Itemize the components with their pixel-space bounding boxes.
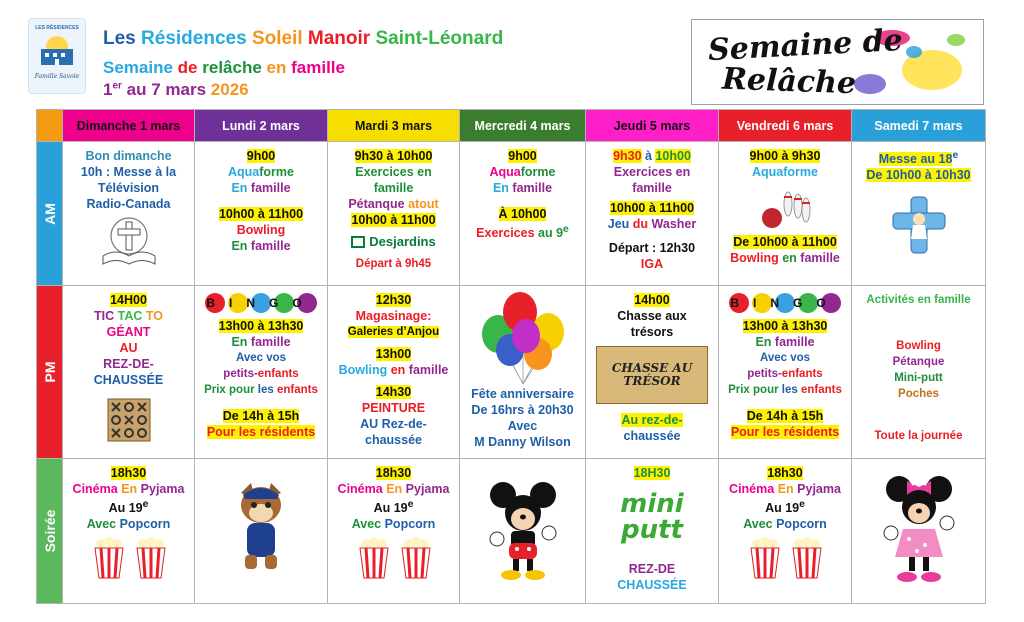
- cell-text: Fête anniversaire: [471, 387, 574, 401]
- cell-text: Magasinage:: [355, 309, 432, 323]
- time-label: De 14h à 15h: [222, 409, 300, 423]
- building-icon: [35, 33, 79, 71]
- time-label: 9h30: [613, 149, 642, 163]
- cell-text: du: [632, 217, 649, 231]
- cell-text: TIC: [93, 309, 115, 323]
- desjardins-icon: [351, 236, 365, 248]
- cell-text: Départ : 12h30: [608, 241, 696, 255]
- paw-patrol-chase-icon: [231, 479, 291, 575]
- cell-text: Cinéma: [72, 482, 118, 496]
- cell-text: famille: [250, 181, 291, 195]
- cell-am-friday: [719, 142, 852, 286]
- cell-text: Pour les résidents: [730, 425, 840, 439]
- banner-line-2: Relâche: [721, 61, 857, 102]
- balloons-icon: [468, 286, 578, 386]
- time-label: 13h00: [375, 347, 412, 361]
- cell-text: CHAUSSÉE: [93, 373, 164, 387]
- cell-text: Avec: [507, 419, 538, 433]
- cell-text: Cinéma: [337, 482, 383, 496]
- cell-text: Prix pour: [728, 384, 779, 396]
- cell-text: enfants: [800, 384, 842, 396]
- time-label: 9h00: [246, 149, 276, 163]
- popcorn-icon: [354, 536, 434, 580]
- day-header-wednesday: Mercredi 4 mars: [460, 110, 586, 142]
- am-row: [37, 142, 986, 286]
- time-label: 14h30: [375, 385, 412, 399]
- cell-text: REZ-DE-: [103, 357, 154, 371]
- angel-cross-icon: [891, 195, 947, 255]
- day-header-sunday: Dimanche 1 mars: [63, 110, 195, 142]
- page-header: [103, 28, 503, 100]
- cell-text: les: [257, 384, 274, 396]
- cell-text: M Danny Wilson: [474, 435, 571, 449]
- cell-text: En: [121, 482, 138, 496]
- cell-text: Avec: [743, 517, 773, 532]
- cell-text: PEINTURE: [361, 401, 426, 415]
- cell-text: TO: [145, 309, 163, 323]
- cell-text: Messe au 18: [878, 152, 953, 167]
- time-label: 14h00: [634, 293, 670, 307]
- tic-tac-toe-icon: [107, 398, 151, 442]
- cell-text: Washer: [651, 217, 697, 231]
- cell-text: Avec: [351, 517, 382, 532]
- time-label: 10h00 à 11h00: [218, 207, 304, 221]
- cell-am-tuesday: [328, 142, 460, 286]
- day-header-saturday: Samedi 7 mars: [852, 110, 986, 142]
- day-header-monday: Lundi 2 mars: [195, 110, 328, 142]
- cell-text: Au 19: [765, 501, 800, 516]
- row-label-pm: [37, 286, 63, 459]
- cell-text: Bowling: [730, 251, 779, 265]
- cell-am-wednesday: [460, 142, 586, 286]
- bowling-pins-icon: [758, 184, 812, 230]
- cell-text: Pétanque: [892, 356, 945, 368]
- cell-text: En: [231, 239, 248, 253]
- cell-text: Avec: [86, 517, 117, 532]
- time-label: De 10h00 à 10h30: [866, 168, 971, 183]
- title-word: Soleil: [251, 28, 303, 49]
- soiree-row: [37, 459, 986, 604]
- cell-text: En: [231, 181, 248, 195]
- time-label: 9h00: [508, 149, 537, 163]
- cell-text: famille: [250, 239, 291, 253]
- time-label: 12h30: [375, 293, 412, 307]
- cell-pm-thursday: [586, 286, 719, 459]
- time-label: 18h30: [375, 466, 412, 480]
- subtitle-word: Semaine: [103, 58, 173, 77]
- popcorn-icon: [89, 536, 169, 580]
- cell-text: en: [390, 363, 406, 377]
- cell-soiree-thursday: [586, 459, 719, 604]
- cell-text: Cinéma: [729, 482, 775, 496]
- cell-text: e: [952, 150, 959, 161]
- cell-text: famille: [774, 335, 815, 349]
- dates-sup: er: [112, 80, 122, 92]
- title-word: Manoir: [307, 28, 371, 49]
- time-label: 10h00: [655, 149, 691, 163]
- cell-text: Jeu: [607, 217, 630, 231]
- row-label-soiree-text: Soirée: [41, 509, 58, 553]
- day-header-tuesday: Mardi 3 mars: [328, 110, 460, 142]
- sponsor-name: Desjardins: [369, 234, 436, 249]
- row-label-am-text: AM: [41, 202, 58, 225]
- cell-text: à: [645, 149, 652, 163]
- subtitle-word: famille: [291, 58, 345, 77]
- cell-text: 10h : Messe à la: [80, 165, 177, 179]
- logo-top-text: LES RÉSIDENCES: [35, 25, 79, 31]
- weekly-calendar: [36, 109, 986, 604]
- cell-text: enfants: [781, 368, 823, 380]
- time-label: De 10h00 à 11h00: [733, 235, 837, 249]
- cell-text: Chasse aux: [617, 309, 687, 323]
- cell-text: Au 19: [373, 501, 408, 516]
- cell-text: Bon dimanche: [85, 149, 172, 163]
- bingo-text: BINGO: [206, 296, 316, 310]
- cell-text: En: [777, 482, 794, 496]
- cell-text: famille: [632, 181, 672, 195]
- cell-pm-monday: [195, 286, 328, 459]
- cell-text: En: [755, 335, 772, 349]
- page-dates: [103, 80, 503, 100]
- cell-text: Avec vos: [235, 352, 287, 364]
- time-label: 13h00 à 13h30: [218, 319, 304, 333]
- cell-text: famille: [373, 181, 414, 195]
- cell-text: Pétanque: [348, 197, 405, 211]
- dates-mid: au 7 mars: [126, 80, 207, 99]
- time-label: 9h00 à 9h30: [749, 149, 821, 163]
- cell-text: IGA: [640, 257, 664, 271]
- time-label: 18h30: [767, 466, 803, 480]
- cell-text: En: [386, 482, 403, 496]
- row-label-pm-text: PM: [41, 361, 58, 383]
- cross-bible-icon: [99, 216, 159, 266]
- cell-text: Exercices en: [613, 165, 691, 179]
- cell-text: au 9: [538, 226, 564, 241]
- cell-text: chaussée: [365, 433, 422, 447]
- time-label: 18h30: [110, 466, 147, 480]
- cell-text: Au rez-de-: [621, 413, 683, 427]
- cell-text: Aqua: [228, 165, 260, 179]
- cell-soiree-sunday: [63, 459, 195, 604]
- time-label: 10h00 à 11h00: [609, 201, 695, 215]
- cell-text: Popcorn: [776, 517, 827, 532]
- cell-text: Toute la journée: [874, 430, 963, 442]
- cell-text: atout: [408, 197, 439, 211]
- bingo-balls-icon: [201, 292, 321, 314]
- cell-text: En: [231, 335, 248, 349]
- dates-year: 2026: [210, 80, 249, 99]
- time-label: 10h00 à 11h00: [351, 213, 436, 227]
- cell-am-saturday: [852, 142, 986, 286]
- mickey-mouse-icon: [485, 477, 561, 581]
- cell-text: REZ-DE: [628, 562, 676, 576]
- cell-text: AU: [119, 341, 138, 355]
- dates-start: 1: [103, 80, 113, 99]
- cell-text: Mini-putt: [894, 372, 943, 384]
- cell-text: famille: [250, 335, 291, 349]
- cell-text: Aquaforme: [752, 165, 818, 179]
- minnie-mouse-icon: [879, 473, 959, 585]
- page-subtitle: [103, 58, 503, 80]
- cell-text: Pyjama: [140, 482, 185, 496]
- cell-text: en: [782, 251, 797, 265]
- cell-text: AU Rez-de-: [360, 417, 427, 431]
- cell-text: Au 19: [108, 501, 143, 516]
- time-label: 18H30: [633, 466, 671, 480]
- cell-pm-sunday: [63, 286, 195, 459]
- cell-text: Pyjama: [797, 482, 841, 496]
- cell-text: TAC: [117, 309, 143, 323]
- popcorn-icon: [745, 536, 825, 580]
- cell-text: forme: [259, 165, 294, 179]
- cell-text: e: [799, 499, 805, 510]
- cell-pm-saturday: [852, 286, 986, 459]
- mini-putt-logo: mini putt: [620, 489, 684, 545]
- cell-text: Aqua: [489, 165, 521, 179]
- subtitle-word: en: [266, 58, 287, 77]
- cell-text: En: [492, 181, 509, 195]
- cell-text: De 16hrs à 20h30: [471, 403, 574, 417]
- time-label: De 14h à 15h: [746, 409, 824, 423]
- cell-text: Prix pour: [204, 384, 255, 396]
- cell-text: Bowling: [338, 363, 388, 377]
- cell-text: Télévision: [97, 181, 160, 195]
- banner-line-1: Semaine de: [707, 22, 904, 69]
- desjardins-logo: [328, 234, 459, 250]
- cell-text: trésors: [630, 325, 674, 339]
- cell-text: famille: [408, 363, 449, 377]
- cell-text: e: [563, 224, 569, 235]
- cell-soiree-monday: [195, 459, 328, 604]
- logo-bottom-text: Famille Savoie: [34, 73, 80, 80]
- cell-text: Activités en famille: [866, 294, 971, 306]
- cell-text: famille: [512, 181, 553, 195]
- row-label-am: [37, 142, 63, 286]
- cell-text: e: [407, 499, 414, 510]
- cell-text: Bowling: [896, 340, 941, 352]
- cell-text: Pyjama: [405, 482, 450, 496]
- cell-text: CHAUSSÉE: [617, 578, 687, 592]
- day-header-thursday: Jeudi 5 mars: [586, 110, 719, 142]
- cell-text: Pour les résidents: [206, 425, 316, 439]
- treasure-hunt-sign: CHASSE AU TRÉSOR: [596, 346, 708, 404]
- bingo-balls-icon: [725, 292, 845, 314]
- residence-logo: [28, 18, 86, 94]
- cell-am-thursday: [586, 142, 719, 286]
- cell-text: GÉANT: [106, 325, 151, 339]
- title-word: Résidences: [141, 28, 247, 49]
- title-word: Les: [103, 28, 136, 49]
- cell-text: Popcorn: [384, 517, 436, 532]
- cell-pm-wednesday: [460, 286, 586, 459]
- day-header-row: [37, 110, 986, 142]
- cell-text: petits-: [747, 368, 782, 380]
- time-label: 13h00 à 13h30: [742, 319, 828, 333]
- cell-text: Exercices: [476, 226, 535, 241]
- page-title: [103, 28, 503, 58]
- cell-text: enfants: [257, 368, 299, 380]
- cell-soiree-tuesday: [328, 459, 460, 604]
- cell-text: chaussée: [623, 429, 681, 443]
- relache-banner: [691, 19, 984, 105]
- time-label: 14H00: [110, 293, 147, 307]
- cell-soiree-wednesday: [460, 459, 586, 604]
- row-label-soiree: [37, 459, 63, 604]
- cell-text: les: [781, 384, 798, 396]
- cell-pm-friday: [719, 286, 852, 459]
- cell-pm-tuesday: [328, 286, 460, 459]
- corner-cell: [37, 110, 63, 142]
- cell-text: Galeries d’Anjou: [347, 326, 440, 338]
- cell-text: Avec vos: [759, 352, 811, 364]
- cell-text: enfants: [276, 384, 318, 396]
- cell-text: forme: [520, 165, 556, 179]
- time-label: 9h30 à 10h00: [354, 149, 433, 163]
- cell-text: famille: [800, 251, 840, 265]
- cell-text: Radio-Canada: [86, 197, 171, 211]
- cell-text: Poches: [898, 388, 939, 400]
- cell-text: Bowling: [236, 223, 286, 237]
- cell-text: Exercices en: [355, 165, 432, 179]
- subtitle-word: de: [177, 58, 198, 77]
- cell-soiree-saturday: [852, 459, 986, 604]
- cell-text: e: [142, 499, 149, 510]
- day-header-friday: Vendredi 6 mars: [719, 110, 852, 142]
- bingo-text: BINGO: [730, 296, 840, 310]
- pm-row: [37, 286, 986, 459]
- subtitle-word: relâche: [202, 58, 262, 77]
- cell-soiree-friday: [719, 459, 852, 604]
- cell-text: Popcorn: [119, 517, 171, 532]
- cell-text: Départ à 9h45: [355, 258, 432, 270]
- cell-text: petits-: [223, 368, 258, 380]
- cell-am-sunday: [63, 142, 195, 286]
- cell-am-monday: [195, 142, 328, 286]
- time-label: À 10h00: [498, 207, 547, 221]
- title-word: Saint-Léonard: [375, 28, 504, 49]
